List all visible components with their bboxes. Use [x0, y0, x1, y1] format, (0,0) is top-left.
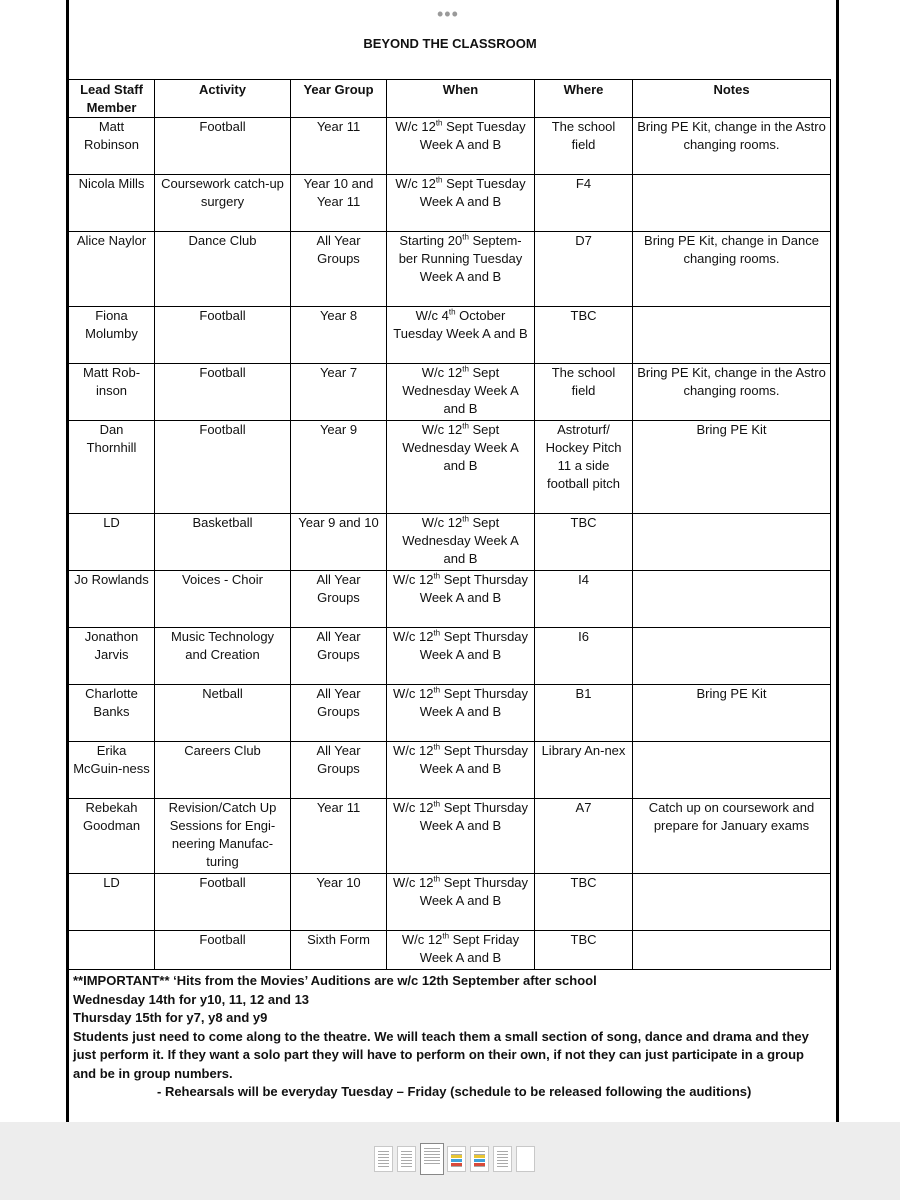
- cell-notes: Bring PE Kit: [633, 685, 831, 742]
- cell-notes: [633, 571, 831, 628]
- cell-lead-staff: LD: [69, 874, 155, 931]
- cell-year-group: All Year Groups: [291, 628, 387, 685]
- cell-year-group: Year 10 and Year 11: [291, 175, 387, 232]
- cell-when: [387, 628, 535, 685]
- cell-when: [387, 118, 535, 175]
- when-ordinal: th: [435, 118, 443, 128]
- when-date: W/c 12: [392, 743, 434, 758]
- cell-activity: Football: [155, 307, 291, 364]
- when-ordinal: th: [433, 571, 441, 581]
- when-detail: Sept Thursday Week A and B: [419, 572, 529, 605]
- header-activity: Activity: [155, 80, 291, 118]
- when-date: W/c 12: [421, 365, 463, 380]
- when-ordinal: th: [442, 931, 450, 941]
- cell-activity: Voices - Choir: [155, 571, 291, 628]
- table-row: [69, 742, 831, 799]
- cell-lead-staff: Rebekah Goodman: [69, 799, 155, 874]
- when-detail: October Tuesday Week A and B: [393, 308, 528, 341]
- notice-headline: **IMPORTANT** ‘Hits from the Movies’ Auditions are w/c 12th September after school: [73, 973, 597, 988]
- header-where: Where: [535, 80, 633, 118]
- cell-where: The school field: [535, 118, 633, 175]
- cell-year-group: All Year Groups: [291, 571, 387, 628]
- page-thumbnail-icon[interactable]: [470, 1146, 489, 1172]
- cell-when: [387, 175, 535, 232]
- table-row: [69, 571, 831, 628]
- cell-activity: Basketball: [155, 514, 291, 571]
- when-detail: Sept Friday Week A and B: [419, 932, 520, 965]
- cell-lead-staff: Matt Rob-inson: [69, 364, 155, 421]
- cell-lead-staff: Fiona Molumby: [69, 307, 155, 364]
- header-notes: Notes: [633, 80, 831, 118]
- cell-when: [387, 421, 535, 514]
- notice-thursday: Thursday 15th for y7, y8 and y9: [73, 1010, 268, 1025]
- cell-where: I6: [535, 628, 633, 685]
- cell-where: The school field: [535, 364, 633, 421]
- table-header-row: [69, 80, 831, 118]
- cell-where: TBC: [535, 514, 633, 571]
- cell-year-group: Sixth Form: [291, 931, 387, 970]
- cell-notes: [633, 931, 831, 970]
- cell-year-group: All Year Groups: [291, 685, 387, 742]
- table-row: [69, 874, 831, 931]
- when-date: Starting 20: [399, 233, 463, 248]
- cell-activity: Football: [155, 931, 291, 970]
- table-row: [69, 175, 831, 232]
- cell-when: [387, 931, 535, 970]
- page-thumbnail-icon[interactable]: [493, 1146, 512, 1172]
- cell-notes: [633, 175, 831, 232]
- cell-year-group: Year 8: [291, 307, 387, 364]
- cell-when: [387, 232, 535, 307]
- cell-activity: Netball: [155, 685, 291, 742]
- cell-notes: [633, 514, 831, 571]
- page-thumbnail-icon[interactable]: [374, 1146, 393, 1172]
- cell-lead-staff: [69, 931, 155, 970]
- when-ordinal: th: [462, 232, 469, 242]
- page-border-right: [836, 0, 839, 1122]
- cell-lead-staff: Charlotte Banks: [69, 685, 155, 742]
- when-ordinal: th: [433, 742, 441, 752]
- cell-when: [387, 364, 535, 421]
- table-row: [69, 685, 831, 742]
- cell-when: [387, 685, 535, 742]
- cell-when: [387, 571, 535, 628]
- cell-activity: Dance Club: [155, 232, 291, 307]
- cell-year-group: Year 10: [291, 874, 387, 931]
- cell-where: D7: [535, 232, 633, 307]
- when-date: W/c 12: [395, 119, 436, 134]
- cell-year-group: Year 9 and 10: [291, 514, 387, 571]
- cell-activity: Music Technology and Creation: [155, 628, 291, 685]
- when-detail: Sept Wednesday Week A and B: [402, 515, 519, 566]
- cell-when: [387, 742, 535, 799]
- page-thumbnail-icon[interactable]: [447, 1146, 466, 1172]
- header-when: When: [387, 80, 535, 118]
- cell-activity: Football: [155, 874, 291, 931]
- cell-where: TBC: [535, 931, 633, 970]
- when-detail: Septem-ber Running Tuesday Week A and B: [398, 233, 523, 284]
- notice-paragraph: Students just need to come along to the theatre. We will teach them a small section of song, dance and drama and they just perform it. If they want a solo part they will have to perform on their own, if not they can just participate in a group and be in group numbers.: [73, 1028, 809, 1081]
- notice-rehearsals: - Rehearsals will be everyday Tuesday – Friday (schedule to be released following the auditions): [157, 1084, 752, 1099]
- table-row: [69, 628, 831, 685]
- when-ordinal: th: [448, 307, 456, 317]
- when-detail: Sept Tuesday Week A and B: [419, 176, 526, 209]
- cell-year-group: Year 7: [291, 364, 387, 421]
- cell-lead-staff: Erika McGuin-ness: [69, 742, 155, 799]
- cell-notes: Bring PE Kit: [633, 421, 831, 514]
- page-thumbnail-icon[interactable]: [397, 1146, 416, 1172]
- when-date: W/c 12: [392, 572, 434, 587]
- cell-notes: [633, 742, 831, 799]
- table-row: [69, 232, 831, 307]
- cell-lead-staff: Dan Thornhill: [69, 421, 155, 514]
- when-date: W/c 12: [395, 176, 436, 191]
- cell-notes: Bring PE Kit, change in the Astro changing rooms.: [633, 118, 831, 175]
- cell-where: B1: [535, 685, 633, 742]
- cell-lead-staff: Matt Robinson: [69, 118, 155, 175]
- page-thumbnail-icon[interactable]: [516, 1146, 535, 1172]
- cell-lead-staff: Jonathon Jarvis: [69, 628, 155, 685]
- when-detail: Sept Thursday Week A and B: [419, 743, 529, 776]
- cell-when: [387, 514, 535, 571]
- when-ordinal: th: [433, 628, 441, 638]
- header-lead-staff: Lead Staff Member: [69, 80, 155, 118]
- table-row: [69, 307, 831, 364]
- table-row: [69, 799, 831, 874]
- cell-where: Library An-nex: [535, 742, 633, 799]
- cell-notes: [633, 874, 831, 931]
- when-date: W/c 12: [392, 629, 434, 644]
- cell-activity: Revision/Catch Up Sessions for Engi-neering Manufac-turing: [155, 799, 291, 874]
- cell-notes: [633, 628, 831, 685]
- page-thumbnail-icon[interactable]: [420, 1143, 444, 1175]
- document-title: BEYOND THE CLASSROOM: [363, 36, 537, 51]
- when-ordinal: th: [433, 874, 441, 884]
- cell-activity: Football: [155, 118, 291, 175]
- when-detail: Sept Thursday Week A and B: [419, 629, 529, 662]
- when-ordinal: th: [433, 799, 441, 809]
- cell-activity: Football: [155, 364, 291, 421]
- cell-activity: Careers Club: [155, 742, 291, 799]
- cell-year-group: Year 11: [291, 118, 387, 175]
- when-date: W/c 12: [401, 932, 443, 947]
- cell-activity: Football: [155, 421, 291, 514]
- when-detail: Sept Thursday Week A and B: [419, 686, 529, 719]
- table-row: [69, 514, 831, 571]
- when-date: W/c 12: [392, 875, 434, 890]
- when-ordinal: th: [462, 364, 469, 374]
- when-detail: Sept Tuesday Week A and B: [419, 119, 526, 152]
- more-horizontal-icon[interactable]: •••: [437, 4, 459, 24]
- cell-lead-staff: LD: [69, 514, 155, 571]
- cell-lead-staff: Jo Rowlands: [69, 571, 155, 628]
- header-year-group: Year Group: [291, 80, 387, 118]
- when-ordinal: th: [435, 175, 443, 185]
- cell-activity: Coursework catch-up surgery: [155, 175, 291, 232]
- when-date: W/c 12: [421, 422, 463, 437]
- when-detail: Sept Wednesday Week A and B: [402, 365, 519, 416]
- auditions-notice: [73, 972, 823, 1102]
- cell-where: TBC: [535, 307, 633, 364]
- cell-where: F4: [535, 175, 633, 232]
- cell-lead-staff: Alice Naylor: [69, 232, 155, 307]
- cell-where: TBC: [535, 874, 633, 931]
- table-row: [69, 421, 831, 514]
- table-row: [69, 931, 831, 970]
- cell-where: Astroturf/ Hockey Pitch 11 a side football pitch: [535, 421, 633, 514]
- cell-lead-staff: Nicola Mills: [69, 175, 155, 232]
- when-detail: Sept Thursday Week A and B: [419, 875, 529, 908]
- table-row: [69, 118, 831, 175]
- cell-when: [387, 874, 535, 931]
- table-row: [69, 364, 831, 421]
- cell-where: A7: [535, 799, 633, 874]
- when-date: W/c 12: [392, 686, 434, 701]
- cell-year-group: All Year Groups: [291, 232, 387, 307]
- when-date: W/c 12: [392, 800, 434, 815]
- cell-year-group: Year 11: [291, 799, 387, 874]
- cell-year-group: Year 9: [291, 421, 387, 514]
- when-date: W/c 12: [421, 515, 463, 530]
- cell-when: [387, 307, 535, 364]
- cell-notes: [633, 307, 831, 364]
- when-detail: Sept Wednesday Week A and B: [402, 422, 519, 473]
- cell-where: I4: [535, 571, 633, 628]
- when-ordinal: th: [433, 685, 441, 695]
- cell-when: [387, 799, 535, 874]
- cell-notes: Bring PE Kit, change in the Astro changing rooms.: [633, 364, 831, 421]
- notice-wednesday: Wednesday 14th for y10, 11, 12 and 13: [73, 991, 310, 1007]
- when-detail: Sept Thursday Week A and B: [419, 800, 529, 833]
- cell-year-group: All Year Groups: [291, 742, 387, 799]
- activities-table: [68, 79, 831, 970]
- when-date: W/c 4: [415, 308, 449, 323]
- when-ordinal: th: [462, 514, 469, 524]
- when-ordinal: th: [462, 421, 469, 431]
- cell-notes: Bring PE Kit, change in Dance changing rooms.: [633, 232, 831, 307]
- cell-notes: Catch up on coursework and prepare for January exams: [633, 799, 831, 874]
